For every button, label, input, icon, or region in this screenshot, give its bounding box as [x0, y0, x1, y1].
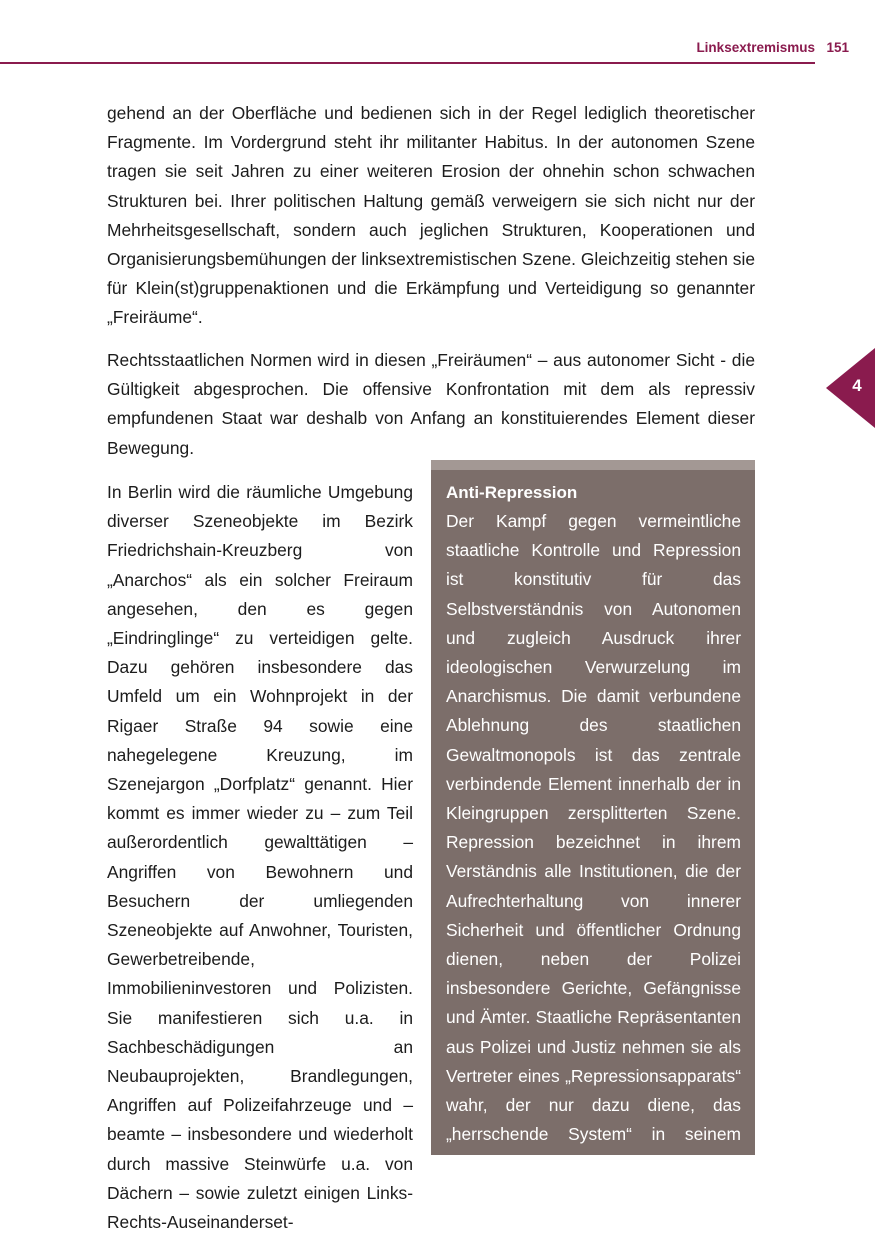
chapter-number: 4	[852, 376, 862, 395]
info-box-title: Anti-Repression	[446, 483, 578, 502]
page-number: 151	[826, 40, 849, 55]
info-box-anti-repression	[431, 460, 755, 1174]
running-header-title: Linksextremismus	[696, 40, 815, 55]
info-box-top-bar	[431, 460, 755, 470]
body-paragraph-1: gehend an der Oberfläche und bedienen sich in der Regel lediglich theoretischer Fragmente. Im Vordergrund steht ihr militanter Habitus. In der autonomen Szene tragen sie seit Jahren zu einer weiteren Erosion der ohnehin schon schwachen Strukturen bei. Ihrer politischen Haltung gemäß verweigern sie sich nicht nur der Mehrheitsgesellschaft, sondern auch jeglichen Strukturen, Kooperationen und Organisierungsbemühungen der linksextremistischen Szene. Gleichzeitig stehen sie für Klein(st)gruppenaktionen und die Erkämpfung und Verteidigung so genannter „Freiräume“.	[107, 103, 755, 328]
info-box-text: Der Kampf gegen vermeintliche staatliche Kontrolle und Repression ist konstitutiv für das Selbstverständnis von Autonomen und zugleich Ausdruck ihrer ideologischen Verwurzelung im Anarchismus. Die damit verbundene Ablehnung des staatlichen Gewaltmonopols ist das zentrale verbindende Element innerhalb der in Kleingruppen zersplitterten Szene. Repression bezeichnet in ihrem Verständnis alle Institutionen, die der Aufrechterhaltung von innerer Sicherheit und öffentlicher Ordnung dienen, neben der Polizei insbesondere Gerichte, Gefängnisse und Ämter. Staatliche Repräsentanten aus Polizei und Justiz nehmen sie als Vertreter eines „Repressionsapparats“ wahr, der nur dazu diene, das „herrschende System“ in seinem Bestehen zu sichern. Um die angeb-	[446, 511, 741, 1174]
body-paragraph-3: In Berlin wird die räumliche Umgebung diverser Szeneobjekte im Bezirk Friedrichshain-Kreuzberg von „Anarchos“ als ein solcher Freiraum angesehen, den es gegen „Eindringlinge“ zu verteidigen gelte. Dazu gehören insbesondere das Umfeld um ein Wohnprojekt in der Rigaer Straße 94 sowie eine nahegelegene Kreuzung, im Szenejargon „Dorfplatz“ genannt. Hier kommt es immer wieder zu – zum Teil außerordentlich gewalttätigen – Angriffen von Bewohnern und Besuchern der umliegenden Szeneobjekte auf Anwohner, Touristen, Gewerbetreibende, Immobilieninvestoren und Polizisten. Sie manifestieren sich u.a. in Sachbeschädigungen an Neubauprojekten, Brandlegungen, Angriffen auf Polizeifahrzeuge und –beamte – insbesondere und wiederholt durch massive Steinwürfe u.a. von Dächern – sowie zuletzt einigen Links-Rechts-Auseinanderset-	[107, 482, 413, 1233]
header-divider	[0, 62, 815, 64]
chapter-tab	[826, 348, 875, 428]
body-paragraph-2: Rechtsstaatlichen Normen wird in diesen „Freiräumen“ – aus autonomer Sicht - die Gültigkeit abgesprochen. Die offensive Konfrontation mit dem als repressiv empfundenen Staat war deshalb von Anfang an konstituierendes Element dieser Bewegung.	[107, 350, 755, 458]
